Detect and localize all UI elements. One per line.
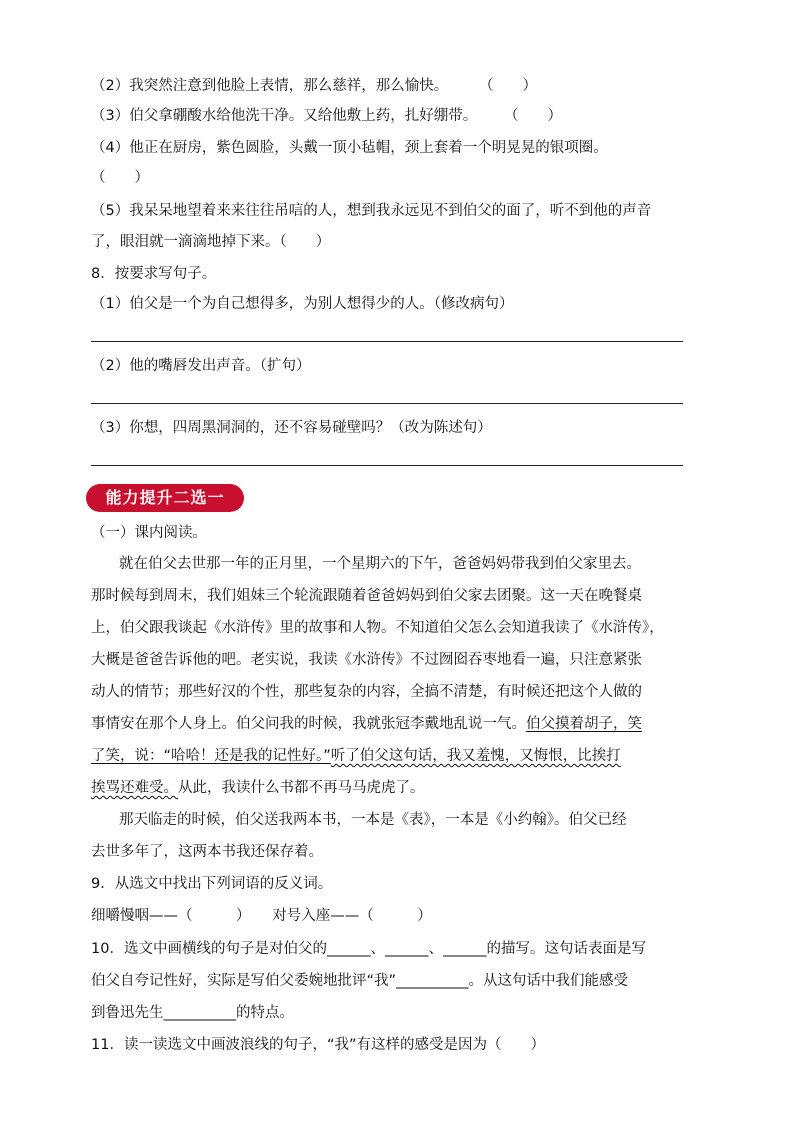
q8-item-2: （2）他的嘴唇发出声音。（扩句） — [91, 358, 311, 374]
q8-item-1: （1）伯父是一个为自己想得多，为别人想得少的人。（修改病句） — [91, 296, 514, 312]
passage-line: 那天临走的时候，伯父送我两本书，一本是《表》，一本是《小约翰》。伯父已经 — [119, 812, 627, 828]
passage-line: 去世多年了，这两本书我还保存着。 — [91, 844, 323, 860]
reading-label: （一）课内阅读。 — [91, 525, 207, 541]
q10-line1: 10．选文中画横线的句子是对伯父的______、______、______的描写。这句话表面是写 — [91, 941, 646, 957]
answer-paren[interactable]: （ ） — [91, 170, 149, 186]
q7-item-5-line2: 了，眼泪就一滴滴地掉下来。（ ） — [91, 234, 331, 250]
q10-line2: 伯父自夸记性好，实际是写伯父委婉地批评“我”__________。从这句话中我们能感受 — [91, 973, 629, 989]
q9-title: 9．从选文中找出下列词语的反义词。 — [91, 876, 333, 892]
section-heading: 能力提升二选一 — [86, 484, 244, 512]
passage-line — [91, 746, 621, 766]
underlined-sentence: 了笑，说：“哈哈！还是我的记性好。” — [91, 748, 331, 764]
answer-line[interactable] — [91, 341, 683, 342]
answer-paren[interactable]: （ ） — [511, 108, 562, 124]
q11-title: 11．读一读选文中画波浪线的句子，“我”有这样的感受是因为（ ） — [91, 1037, 545, 1053]
q7-item-5-line1: （5）我呆呆地望着来来往往吊唁的人，想到我永远见不到伯父的面了，听不到他的声音 — [91, 203, 652, 219]
passage-line: 大概是爸爸告诉他的吧。老实说，我读《水浒传》不过囫囵吞枣地看一遍，只注意紧张 — [91, 652, 642, 668]
q10-line3: 到鲁迅先生__________的特点。 — [91, 1005, 294, 1021]
passage-line: 上，伯父跟我谈起《水浒传》里的故事和人物。不知道伯父怎么会知道我读了《水浒传》， — [91, 620, 664, 636]
wavy-sentence: 挨骂还难受。 — [91, 780, 178, 796]
q7-item-2: （2）我突然注意到他脸上表情，那么慈祥，那么愉快。 （ ） — [91, 78, 537, 94]
passage-line: 那时候每到周末，我们姐妹三个轮流跟随着爸爸妈妈到伯父家去团聚。这一天在晚餐桌 — [91, 588, 642, 604]
q8-title: 8．按要求写句子。 — [91, 266, 217, 282]
passage-line: 事情安在那个人身上。伯父问我的时候，我就张冠李戴地乱说一气。伯父摸着胡子，笑 — [91, 716, 642, 732]
q8-item-3: （3）你想，四周黑洞洞的，还不容易碰壁吗？（改为陈述句） — [91, 420, 492, 436]
q9-answers[interactable]: 细嚼慢咽——（ ） 对号入座——（ ） — [91, 908, 432, 924]
answer-line[interactable] — [91, 403, 683, 404]
wavy-sentence: 听了伯父这句话，我又羞愧，又悔恨，比挨打 — [330, 748, 621, 764]
q7-item-4: （4）他正在厨房，紫色圆脸，头戴一顶小毡帽，颈上套着一个明晃晃的银项圈。 — [91, 140, 608, 156]
passage-line: 挨骂还难受。从此，我读什么书都不再马马虎虎了。 — [91, 780, 425, 796]
passage-line: 就在伯父去世那一年的正月里，一个星期六的下午，爸爸妈妈带我到伯父家里去。 — [119, 556, 641, 572]
answer-line[interactable] — [91, 465, 683, 466]
q7-item-3: （3）伯父拿硼酸水给他洗干净。又给他敷上药，扎好绷带。 （ ） — [91, 108, 562, 124]
answer-paren[interactable]: （ ） — [486, 78, 537, 94]
passage-line: 动人的情节；那些好汉的个性，那些复杂的内容，全搞不清楚，有时候还把这个人做的 — [91, 684, 642, 700]
underlined-sentence: 伯父摸着胡子，笑 — [526, 716, 642, 732]
